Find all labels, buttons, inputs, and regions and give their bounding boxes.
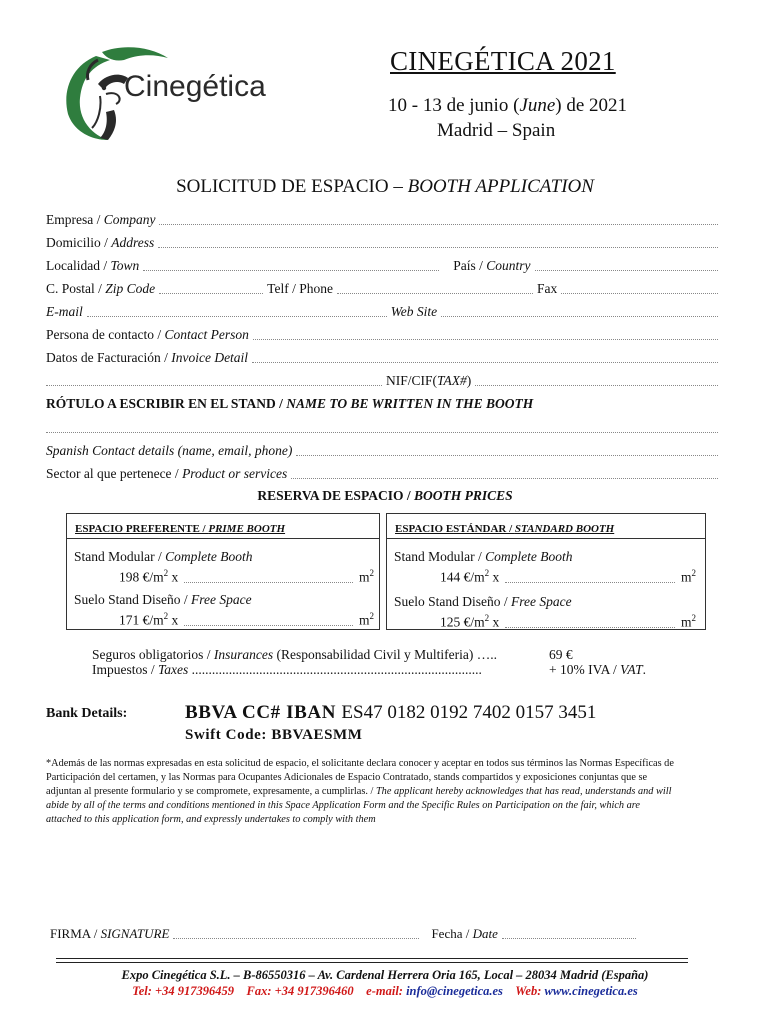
bank-details-label: Bank Details: xyxy=(46,706,128,721)
signature-label: FIRMA / SIGNATURE xyxy=(50,926,170,941)
date-field[interactable] xyxy=(502,938,636,939)
fax-field[interactable] xyxy=(561,293,718,294)
prime-modular-unit: $m^2$ xyxy=(358,568,374,585)
booth-name-row xyxy=(46,418,722,436)
standard-free-price: 125 $€/m^2$ x xyxy=(440,613,500,630)
tax-row xyxy=(46,371,722,389)
address-field[interactable] xyxy=(158,247,718,248)
tax-label: NIF/CIF(TAX#) xyxy=(386,373,472,388)
prime-free-price: 171 $€/m^2$ x xyxy=(119,611,179,628)
standard-booth-box xyxy=(386,513,706,630)
standard-modular-unit: $m^2$ xyxy=(680,568,696,585)
invoice-row xyxy=(46,348,722,366)
legal-text: *Además de las normas expresadas en esta solicitud de espacio, el solicitante declara conocer y aceptar en todos sus términos las Normas Específicas de Participación del certamen, y las Normas para Ocupantes Adicionales de Espacio Contratado, stands compartidos y exposiciones conjuntas que se adjuntan al presente formulario y se compromete, expresamente, a cumplirlas. / The applicant hereby acknowledges that has read, understands and will abide by all of the terms and conditions mentioned in this Space Application Form and the Specific Rules on Participation on the fair, which are attached to this application form, and expressly undertakes to comply with them xyxy=(46,758,674,825)
standard-free-input[interactable] xyxy=(505,610,675,628)
footer-company-info: Expo Cinegética S.L. – B-86550316 – Av. Cardenal Herrera Oria 165, Local – 28034 Madrid (España) xyxy=(121,968,649,982)
country-field[interactable] xyxy=(535,270,718,271)
standard-free-unit: $m^2$ xyxy=(680,613,696,630)
prime-booth-box xyxy=(66,513,380,630)
address-label: Domicilio / Address xyxy=(46,235,155,250)
standard-modular-label: Stand Modular / Complete Booth xyxy=(394,549,573,564)
contact-field[interactable] xyxy=(253,339,718,340)
prime-free-unit: $m^2$ xyxy=(358,611,374,628)
tax-field[interactable] xyxy=(475,385,718,386)
standard-free-label: Suelo Stand Diseño / Free Space xyxy=(394,594,572,609)
town-field[interactable] xyxy=(143,270,439,271)
footer-contacts xyxy=(0,984,770,999)
sector-label: Sector al que pertenece / Product or services xyxy=(46,466,288,481)
event-city: Madrid – Spain xyxy=(437,120,556,141)
zip-label: C. Postal / Zip Code xyxy=(46,281,156,296)
sector-row xyxy=(46,464,722,482)
page-title: CINEGÉTICA 2021 xyxy=(390,46,616,76)
website-label: Web Site xyxy=(390,304,438,319)
address-row xyxy=(46,233,722,251)
prime-free-label: Suelo Stand Diseño / Free Space xyxy=(74,592,252,607)
footer-divider-2 xyxy=(56,962,688,963)
prime-modular-input[interactable] xyxy=(184,565,353,583)
standard-free-price-row xyxy=(440,610,696,631)
standard-modular-input[interactable] xyxy=(505,565,675,583)
prime-free-input[interactable] xyxy=(184,608,353,626)
taxes-label: Impuestos / Taxes ...................................................................................... xyxy=(92,662,482,677)
spanish-contact-field[interactable] xyxy=(296,455,718,456)
spanish-contact-row xyxy=(46,441,722,459)
prime-free-price-row xyxy=(119,608,374,629)
taxes-value: + 10% IVA / VAT. xyxy=(549,662,646,677)
event-dates: 10 - 13 de junio (June) de 2021 xyxy=(388,95,628,116)
phone-field[interactable] xyxy=(337,293,533,294)
contact-row xyxy=(46,325,722,343)
prime-booth-heading: ESPACIO PREFERENTE / PRIME BOOTH xyxy=(75,523,286,535)
zip-phone-fax-row xyxy=(46,279,722,297)
contact-label: Persona de contacto / Contact Person xyxy=(46,327,249,342)
footer-web-label: Web: xyxy=(515,984,545,998)
logo-wordmark: Cinegética xyxy=(124,70,266,103)
signature-row xyxy=(50,924,656,942)
sector-field[interactable] xyxy=(291,478,718,479)
company-label: Empresa / Company xyxy=(46,212,156,227)
insurance-value: 69 € xyxy=(549,647,573,662)
website-field[interactable] xyxy=(441,316,718,317)
standard-modular-price-row xyxy=(440,565,696,586)
footer-web-link[interactable]: www.cinegetica.es xyxy=(544,984,638,998)
insurance-label: Seguros obligatorios / Insurances (Responsabilidad Civil y Multiferia) ….. xyxy=(92,647,497,662)
invoice-extra-field[interactable] xyxy=(46,385,382,386)
fax-label: Fax xyxy=(536,281,558,296)
footer-tel: Tel: +34 917396459 xyxy=(132,984,235,998)
footer-email-label: e-mail: xyxy=(366,984,407,998)
email-field[interactable] xyxy=(87,316,387,317)
booth-prices-heading: RESERVA DE ESPACIO / BOOTH PRICES xyxy=(257,488,513,503)
spanish-contact-label: Spanish Contact details (name, email, phone) xyxy=(46,443,293,458)
cinegetica-logo xyxy=(58,44,280,142)
email-label: E-mail xyxy=(46,304,83,319)
footer-divider xyxy=(56,958,688,959)
invoice-label: Datos de Facturación / Invoice Detail xyxy=(46,350,249,365)
town-label: Localidad / Town xyxy=(46,258,140,273)
zip-field[interactable] xyxy=(159,293,263,294)
company-field[interactable] xyxy=(159,224,718,225)
form-title: SOLICITUD DE ESPACIO – BOOTH APPLICATION xyxy=(176,176,594,197)
country-label: País / Country xyxy=(453,258,531,273)
invoice-field[interactable] xyxy=(252,362,718,363)
standard-booth-heading: ESPACIO ESTÁNDAR / STANDARD BOOTH xyxy=(395,523,615,535)
email-web-row xyxy=(46,302,722,320)
prime-modular-price: 198 $€/m^2$ x xyxy=(119,568,179,585)
footer-email-link[interactable]: info@cinegetica.es xyxy=(406,984,503,998)
town-country-row xyxy=(46,256,722,274)
company-row xyxy=(46,210,722,228)
booth-name-label: RÓTULO A ESCRIBIR EN EL STAND / NAME TO BE WRITTEN IN THE BOOTH xyxy=(46,396,534,411)
date-label: Fecha / Date xyxy=(431,926,498,941)
phone-label: Telf / Phone xyxy=(267,281,333,296)
standard-modular-price: 144 $€/m^2$ x xyxy=(440,568,500,585)
prime-modular-label: Stand Modular / Complete Booth xyxy=(74,549,253,564)
booth-name-field[interactable] xyxy=(46,432,718,433)
bank-iban: BBVA CC# IBAN ES47 0182 0192 7402 0157 3451 xyxy=(185,702,597,723)
bank-swift: Swift Code: BBVAESMM xyxy=(185,727,363,743)
footer-fax: Fax: +34 917396460 xyxy=(246,984,354,998)
prime-modular-price-row xyxy=(119,565,374,586)
signature-field[interactable] xyxy=(173,938,419,939)
